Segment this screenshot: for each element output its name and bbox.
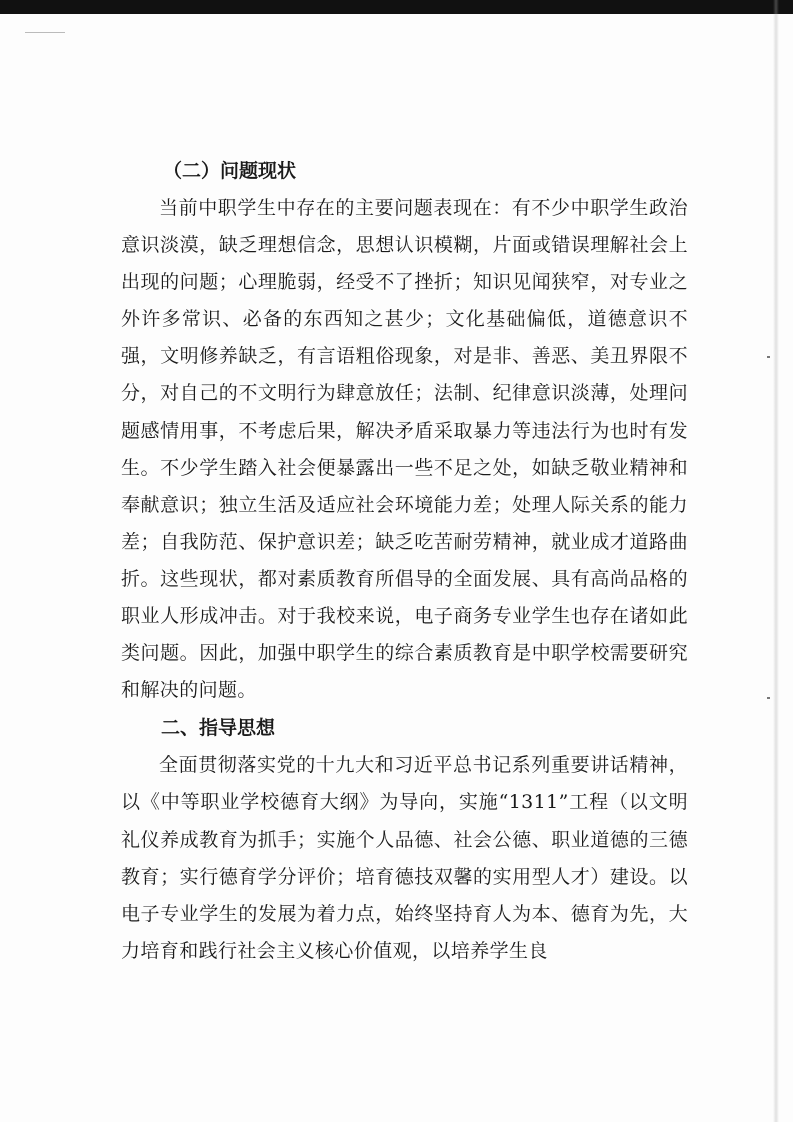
document-body xyxy=(121,152,688,970)
section-heading-guiding-ideology: 二、指导思想 xyxy=(161,717,276,740)
paragraph-guiding-ideology: 全面贯彻落实党的十九大和习近平总书记系列重要讲话精神，以《中等职业学校德育大纲》为导向，实施“1311”工程（以文明礼仪养成教育为抓手；实施个人品德、社会公德、职业道德的三德教育；实行德育学分评价；培育德技双馨的实用型人才）建设。以电子专业学生的发展为着力点，始终坚持育人为本、德育为先，大力培育和践行社会主义核心价值观，以培养学生良 xyxy=(121,754,688,962)
scan-top-border xyxy=(0,0,793,14)
section-heading-problem-status: （二）问题现状 xyxy=(163,160,297,182)
scan-speck xyxy=(767,356,770,358)
paragraph-problem-status: 当前中职学生中存在的主要问题表现在：有不少中职学生政治意识淡漠，缺乏理想信念，思想认识模糊，片面或错误理解社会上出现的问题；心理脆弱，经受不了挫折；知识见闻狭窄，对专业之外许多常识、必备的东西知之甚少；文化基础偏低，道德意识不强，文明修养缺乏，有言语粗俗现象，对是非、善恶、美丑界限不分，对自己的不文明行为肆意放任；法制、纪律意识淡薄，处理问题感情用事，不考虑后果，解决矛盾采取暴力等违法行为也时有发生。不少学生踏入社会便暴露出一些不足之处，如缺乏敬业精神和奉献意识；独立生活及适应社会环境能力差；处理人际关系的能力差；自我防范、保护意识差；缺乏吃苦耐劳精神，就业成才道路曲折。这些现状，都对素质教育所倡导的全面发展、具有高尚品格的职业人形成冲击。对于我校来说，电子商务专业学生也存在诸如此类问题。因此，加强中职学生的综合素质教育是中职学校需要研究和解决的问题。 xyxy=(121,197,688,702)
scan-speck xyxy=(25,32,65,33)
scan-speck xyxy=(767,697,770,699)
scan-page-edge xyxy=(773,0,779,1122)
